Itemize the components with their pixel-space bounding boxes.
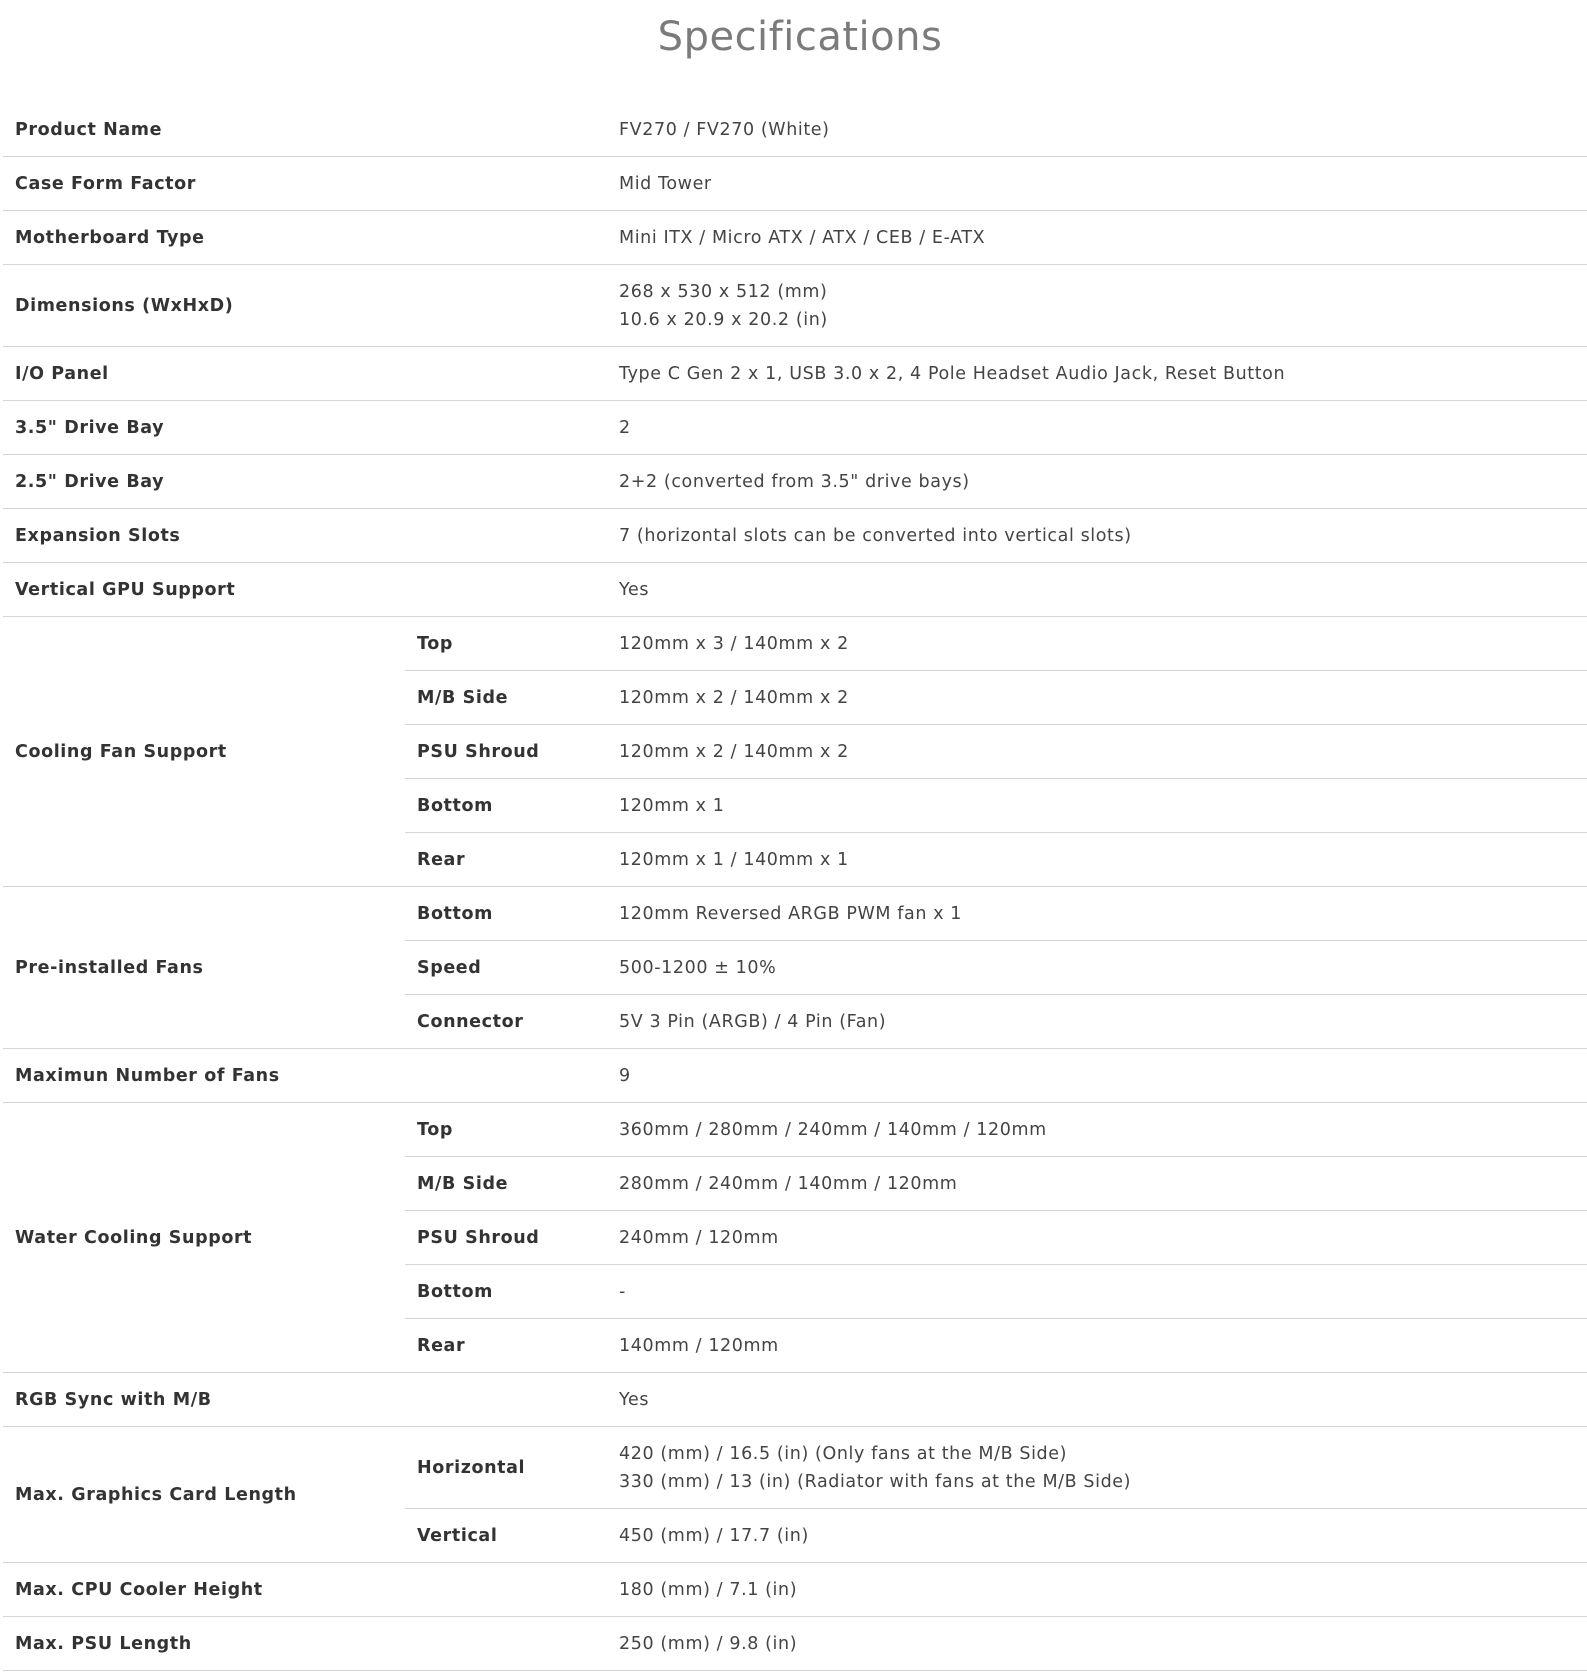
spec-value: 7 (horizontal slots can be converted into vertical slots) xyxy=(607,509,1587,563)
spec-value: 140mm / 120mm xyxy=(607,1319,1587,1373)
spec-value: 9 xyxy=(607,1049,1587,1103)
spec-sublabel: Horizontal xyxy=(405,1427,607,1509)
spec-sublabel: M/B Side xyxy=(405,671,607,725)
spec-label: Maximun Number of Fans xyxy=(3,1049,607,1103)
spec-value: 5V 3 Pin (ARGB) / 4 Pin (Fan) xyxy=(607,995,1587,1049)
spec-sublabel: Speed xyxy=(405,941,607,995)
table-row xyxy=(3,509,1587,563)
table-row xyxy=(3,455,1587,509)
spec-label: Water Cooling Support xyxy=(3,1103,405,1373)
table-row xyxy=(3,1049,1587,1103)
spec-sublabel: Vertical xyxy=(405,1509,607,1563)
page-title: Specifications xyxy=(657,14,943,60)
table-row xyxy=(3,1563,1587,1617)
table-row xyxy=(3,1617,1587,1671)
spec-value: 360mm / 280mm / 240mm / 140mm / 120mm xyxy=(607,1103,1587,1157)
table-row xyxy=(3,103,1587,157)
spec-sublabel: PSU Shroud xyxy=(405,725,607,779)
spec-value: 250 (mm) / 9.8 (in) xyxy=(607,1617,1587,1671)
spec-label: RGB Sync with M/B xyxy=(3,1373,607,1427)
spec-value: 120mm x 2 / 140mm x 2 xyxy=(607,671,1587,725)
spec-value-line: 268 x 530 x 512 (mm) xyxy=(619,281,828,302)
spec-label: Max. CPU Cooler Height xyxy=(3,1563,607,1617)
spec-label: I/O Panel xyxy=(3,347,607,401)
spec-value: 240mm / 120mm xyxy=(607,1211,1587,1265)
spec-label: Dimensions (WxHxD) xyxy=(3,265,607,347)
table-row xyxy=(3,211,1587,265)
spec-value: 450 (mm) / 17.7 (in) xyxy=(607,1509,1587,1563)
spec-sublabel: Rear xyxy=(405,833,607,887)
spec-sublabel: Bottom xyxy=(405,779,607,833)
spec-label: Expansion Slots xyxy=(3,509,607,563)
table-row xyxy=(3,887,1587,941)
table-row xyxy=(3,1103,1587,1157)
table-row xyxy=(3,563,1587,617)
spec-value: 120mm x 3 / 140mm x 2 xyxy=(607,617,1587,671)
spec-value-line: 330 (mm) / 13 (in) (Radiator with fans at the M/B Side) xyxy=(619,1471,1132,1492)
spec-value: 500-1200 ± 10% xyxy=(607,941,1587,995)
spec-value: Type C Gen 2 x 1, USB 3.0 x 2, 4 Pole Headset Audio Jack, Reset Button xyxy=(607,347,1587,401)
table-row xyxy=(3,347,1587,401)
table-row xyxy=(3,1427,1587,1509)
table-row xyxy=(3,265,1587,347)
spec-value: 120mm x 1 / 140mm x 1 xyxy=(607,833,1587,887)
spec-sublabel: Top xyxy=(405,1103,607,1157)
spec-value: FV270 / FV270 (White) xyxy=(607,103,1587,157)
spec-value: 120mm x 1 xyxy=(607,779,1587,833)
spec-value xyxy=(607,1427,1587,1509)
spec-value: 120mm x 2 / 140mm x 2 xyxy=(607,725,1587,779)
spec-label: 3.5" Drive Bay xyxy=(3,401,607,455)
spec-value: Mid Tower xyxy=(607,157,1587,211)
spec-label: Max. Graphics Card Length xyxy=(3,1427,405,1563)
spec-value-line: 10.6 x 20.9 x 20.2 (in) xyxy=(619,309,828,330)
spec-value: Mini ITX / Micro ATX / ATX / CEB / E-ATX xyxy=(607,211,1587,265)
table-row xyxy=(3,401,1587,455)
spec-label: Motherboard Type xyxy=(3,211,607,265)
spec-label: Vertical GPU Support xyxy=(3,563,607,617)
specifications-table xyxy=(3,103,1587,1671)
spec-value: 280mm / 240mm / 140mm / 120mm xyxy=(607,1157,1587,1211)
spec-value: 2 xyxy=(607,401,1587,455)
spec-sublabel: Connector xyxy=(405,995,607,1049)
spec-sublabel: Bottom xyxy=(405,887,607,941)
spec-sublabel: M/B Side xyxy=(405,1157,607,1211)
spec-value: - xyxy=(607,1265,1587,1319)
spec-value: 180 (mm) / 7.1 (in) xyxy=(607,1563,1587,1617)
spec-label: Max. PSU Length xyxy=(3,1617,607,1671)
table-row xyxy=(3,1373,1587,1427)
spec-value: Yes xyxy=(607,563,1587,617)
spec-label: Product Name xyxy=(3,103,607,157)
table-row xyxy=(3,157,1587,211)
spec-value: 120mm Reversed ARGB PWM fan x 1 xyxy=(607,887,1587,941)
spec-label: Pre-installed Fans xyxy=(3,887,405,1049)
spec-label: Case Form Factor xyxy=(3,157,607,211)
spec-value: 2+2 (converted from 3.5" drive bays) xyxy=(607,455,1587,509)
spec-label: 2.5" Drive Bay xyxy=(3,455,607,509)
spec-value xyxy=(607,265,1587,347)
spec-sublabel: PSU Shroud xyxy=(405,1211,607,1265)
spec-label: Cooling Fan Support xyxy=(3,617,405,887)
spec-value-line: 420 (mm) / 16.5 (in) (Only fans at the M/B Side) xyxy=(619,1443,1068,1464)
table-row xyxy=(3,617,1587,671)
spec-value: Yes xyxy=(607,1373,1587,1427)
spec-sublabel: Top xyxy=(405,617,607,671)
spec-sublabel: Rear xyxy=(405,1319,607,1373)
spec-sublabel: Bottom xyxy=(405,1265,607,1319)
